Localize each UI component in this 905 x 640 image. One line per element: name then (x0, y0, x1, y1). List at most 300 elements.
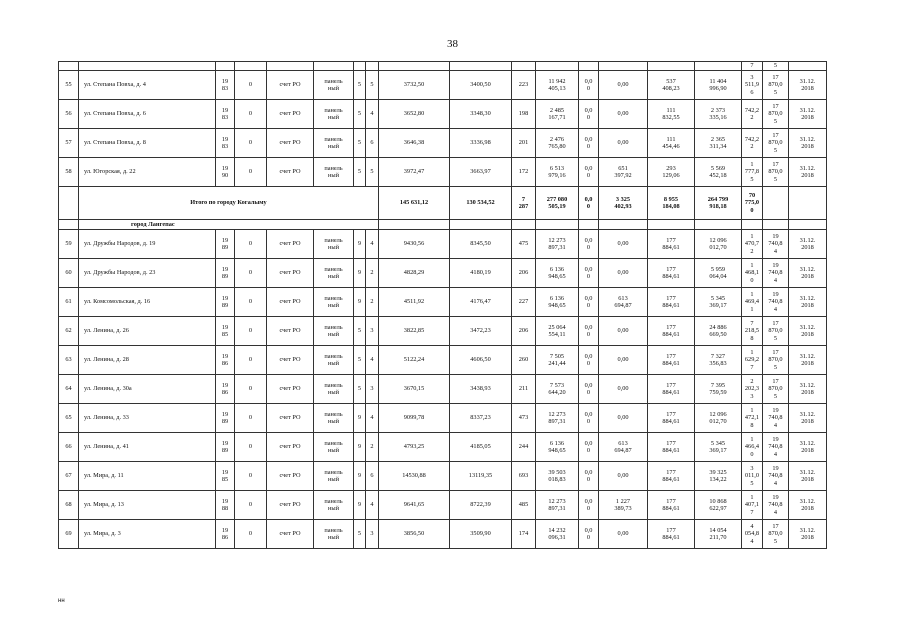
section-title: город Лангепас (79, 220, 379, 230)
cell-year-overhaul: 0 (235, 491, 267, 520)
cell-max-cost-per-m2: 19 740,8 4 (763, 404, 789, 433)
cell-cost-federal: 0,0 0 (579, 158, 599, 187)
cell-total-area: 4793,25 (379, 433, 450, 462)
cell-cost-per-m2: 742,2 2 (742, 129, 763, 158)
cell-entrances: 4 (366, 491, 379, 520)
table-row (59, 433, 827, 462)
cell-wall-material: панель ный (314, 404, 354, 433)
table-row (59, 520, 827, 549)
cell-cost-owners: 7 327 356,83 (695, 346, 742, 375)
cell-cost-owners: 12 096 012,70 (695, 230, 742, 259)
total-cost: 277 080 505,19 (536, 187, 579, 220)
cell-cost-regional: 0,00 (599, 259, 648, 288)
cell-empty (789, 220, 827, 230)
cell-year-built: 19 89 (216, 433, 235, 462)
cell-empty (695, 220, 742, 230)
cell-year-overhaul: 0 (235, 100, 267, 129)
cell-empty (648, 220, 695, 230)
cell-planned-date: 31.12. 2018 (789, 346, 827, 375)
cell-row-number: 56 (59, 100, 79, 129)
cell-total-area: 4511,92 (379, 288, 450, 317)
cell-cost-local: 111 454,46 (648, 129, 695, 158)
cell-residents: 485 (512, 491, 536, 520)
total-cost-local: 8 955 184,08 (648, 187, 695, 220)
cell-total-cost: 6 513 979,16 (536, 158, 579, 187)
cell-row-number (59, 187, 79, 220)
cell-entrances: 3 (366, 317, 379, 346)
table-row (59, 288, 827, 317)
cell-total-cost: 6 136 948,65 (536, 288, 579, 317)
cell-max-cost-per-m2: 17 870,0 5 (763, 100, 789, 129)
cell-address: ул. Югорская, д. 22 (79, 158, 216, 187)
cell-row-number: 66 (59, 433, 79, 462)
cell-residents: 260 (512, 346, 536, 375)
cell-cost-federal: 0,0 0 (579, 375, 599, 404)
cell-wall-material: панель ный (314, 520, 354, 549)
cell-residents: 174 (512, 520, 536, 549)
cell-planned-date: 31.12. 2018 (789, 100, 827, 129)
cell-floors: 5 (354, 317, 366, 346)
cell-year-built: 19 86 (216, 520, 235, 549)
cell-planned-date: 31.12. 2018 (789, 158, 827, 187)
cell-row-number: 57 (59, 129, 79, 158)
cell-empty (450, 220, 512, 230)
cell-planned-date: 31.12. 2018 (789, 317, 827, 346)
cell-year-overhaul: 0 (235, 462, 267, 491)
cell-year-overhaul: 0 (235, 158, 267, 187)
cell-year-built: 19 89 (216, 404, 235, 433)
cell-planned-date: 31.12. 2018 (789, 288, 827, 317)
cell-entrances: 4 (366, 404, 379, 433)
cell-max-cost-per-m2: 19 740,8 4 (763, 491, 789, 520)
cell-cost-per-m2: 1 629,2 7 (742, 346, 763, 375)
cell-cost-regional: 0,00 (599, 346, 648, 375)
table-body (59, 62, 827, 549)
total-cost-owners: 264 799 918,18 (695, 187, 742, 220)
cell-address: ул. Ленина, д. 28 (79, 346, 216, 375)
cell-cost-local: 177 884,61 (648, 433, 695, 462)
cell-residential-area: 3336,98 (450, 129, 512, 158)
cell-fund-method: счет РО (267, 433, 314, 462)
cell-cost-federal: 0,0 0 (579, 129, 599, 158)
cell-row-number: 68 (59, 491, 79, 520)
continuation-shares: 7 (742, 62, 763, 71)
total-cost-regional: 3 325 402,93 (599, 187, 648, 220)
cell-max-cost-per-m2: 17 870,0 5 (763, 520, 789, 549)
cell-year-built: 19 88 (216, 491, 235, 520)
cell-cost-owners: 7 395 759,59 (695, 375, 742, 404)
cell-row-number: 67 (59, 462, 79, 491)
cell-cost-per-m2: 3 511,9 6 (742, 71, 763, 100)
cell-max-cost-per-m2: 17 870,0 5 (763, 317, 789, 346)
cell-total-area: 3856,50 (379, 520, 450, 549)
cell-floors: 5 (354, 346, 366, 375)
cell-row-number (59, 220, 79, 230)
cell-residential-area: 3472,23 (450, 317, 512, 346)
cell-residential-area: 4185,05 (450, 433, 512, 462)
cell-empty (742, 220, 763, 230)
cell-entrances: 5 (366, 158, 379, 187)
cell-fund-method: счет РО (267, 100, 314, 129)
cell-wall-material: панель ный (314, 288, 354, 317)
cell-cost-owners: 10 868 622,97 (695, 491, 742, 520)
cell-total-area: 9430,56 (379, 230, 450, 259)
cell-entrances: 3 (366, 375, 379, 404)
cell-max-cost-per-m2: 17 870,0 5 (763, 375, 789, 404)
cell-floors: 9 (354, 433, 366, 462)
cell-cost-per-m2: 1 469,4 1 (742, 288, 763, 317)
cell-cost-federal: 0,0 0 (579, 71, 599, 100)
table-row (59, 346, 827, 375)
cell-cost-federal: 0,0 0 (579, 346, 599, 375)
cell-residential-area: 13119,35 (450, 462, 512, 491)
cell-year-built: 19 85 (216, 462, 235, 491)
table-row (59, 230, 827, 259)
cell-year-overhaul: 0 (235, 259, 267, 288)
cell-cost-local: 177 884,61 (648, 317, 695, 346)
cell-year-built: 19 89 (216, 259, 235, 288)
cell-entrances: 2 (366, 259, 379, 288)
cell-cost-local: 177 884,61 (648, 520, 695, 549)
cell-residential-area: 8722,39 (450, 491, 512, 520)
cell-cost-local: 177 884,61 (648, 404, 695, 433)
cell-residential-area: 3348,30 (450, 100, 512, 129)
cell-residential-area: 8337,23 (450, 404, 512, 433)
cell-residents: 198 (512, 100, 536, 129)
cell-wall-material: панель ный (314, 158, 354, 187)
cell-year-overhaul: 0 (235, 520, 267, 549)
cell-floors: 5 (354, 100, 366, 129)
cell-fund-method: счет РО (267, 230, 314, 259)
cell-wall-material: панель ный (314, 375, 354, 404)
cell-cost-local: 111 832,55 (648, 100, 695, 129)
cell-cost-owners: 11 404 996,90 (695, 71, 742, 100)
cell-cost-federal: 0,0 0 (579, 520, 599, 549)
cell-cost-per-m2: 1 407,1 7 (742, 491, 763, 520)
cell-cost-owners: 5 345 369,17 (695, 433, 742, 462)
cell-fund-method: счет РО (267, 346, 314, 375)
cell-year-overhaul: 0 (235, 433, 267, 462)
cell-total-cost: 2 476 765,80 (536, 129, 579, 158)
cell-total-cost: 12 273 897,31 (536, 230, 579, 259)
cell-total-cost: 2 485 167,71 (536, 100, 579, 129)
cell-cost-regional: 0,00 (599, 404, 648, 433)
table-row (59, 259, 827, 288)
cell-empty (379, 220, 450, 230)
cell-cost-federal: 0,0 0 (579, 491, 599, 520)
cell-max-cost-per-m2: 19 740,8 4 (763, 259, 789, 288)
cell-entrances: 2 (366, 288, 379, 317)
cell-floors: 9 (354, 288, 366, 317)
cell-fund-method: счет РО (267, 129, 314, 158)
cell-cost-per-m2: 1 777,8 5 (742, 158, 763, 187)
cell-max-cost-per-m2: 19 740,8 4 (763, 230, 789, 259)
total-residential-area: 130 534,52 (450, 187, 512, 220)
cell-cost-owners: 24 886 669,50 (695, 317, 742, 346)
cell-wall-material: панель ный (314, 230, 354, 259)
cell-fund-method: счет РО (267, 375, 314, 404)
cell-fund-method: счет РО (267, 491, 314, 520)
cell-planned-date: 31.12. 2018 (789, 433, 827, 462)
cell-empty (789, 187, 827, 220)
cell-cost-federal: 0,0 0 (579, 288, 599, 317)
footer-mark: нн (58, 598, 65, 604)
cell-cost-local: 177 884,61 (648, 462, 695, 491)
cell-residents: 475 (512, 230, 536, 259)
cell-address: ул. Ленина, д. 30а (79, 375, 216, 404)
cell-year-built: 19 83 (216, 129, 235, 158)
cell-cost-regional: 0,00 (599, 317, 648, 346)
cell-max-cost-per-m2: 17 870,0 5 (763, 158, 789, 187)
cell-cost-local: 177 884,61 (648, 259, 695, 288)
cell-address: ул. Дружбы Народов, д. 19 (79, 230, 216, 259)
page-number: 38 (447, 38, 458, 50)
cell-year-overhaul: 0 (235, 317, 267, 346)
cell-year-built: 19 86 (216, 375, 235, 404)
cell-planned-date: 31.12. 2018 (789, 491, 827, 520)
cell-planned-date: 31.12. 2018 (789, 230, 827, 259)
cell-entrances: 6 (366, 129, 379, 158)
cell-planned-date: 31.12. 2018 (789, 259, 827, 288)
cell-row-number: 62 (59, 317, 79, 346)
cell-cost-regional: 0,00 (599, 462, 648, 491)
cell-cost-regional: 0,00 (599, 230, 648, 259)
cell-year-built: 19 89 (216, 288, 235, 317)
cell-residents: 693 (512, 462, 536, 491)
cell-max-cost-per-m2: 19 740,8 4 (763, 288, 789, 317)
cell-total-cost: 12 273 897,31 (536, 491, 579, 520)
cell-cost-regional: 0,00 (599, 520, 648, 549)
cell-planned-date: 31.12. 2018 (789, 520, 827, 549)
cell-residents: 172 (512, 158, 536, 187)
cell-total-cost: 39 503 018,83 (536, 462, 579, 491)
cell-cost-per-m2: 1 470,7 2 (742, 230, 763, 259)
cell-wall-material: панель ный (314, 491, 354, 520)
cell-floors: 9 (354, 491, 366, 520)
cell-fund-method: счет РО (267, 462, 314, 491)
cell-total-cost: 14 232 096,31 (536, 520, 579, 549)
cell-fund-method: счет РО (267, 288, 314, 317)
cell-wall-material: панель ный (314, 100, 354, 129)
cell-address: ул. Дружбы Народов, д. 23 (79, 259, 216, 288)
cell-row-number: 64 (59, 375, 79, 404)
cell-max-cost-per-m2: 17 870,0 5 (763, 71, 789, 100)
cell-floors: 5 (354, 375, 366, 404)
cell-total-area: 3652,80 (379, 100, 450, 129)
cell-cost-owners: 14 054 211,70 (695, 520, 742, 549)
cell-cost-per-m2: 742,2 2 (742, 100, 763, 129)
cell-residents: 227 (512, 288, 536, 317)
cell-year-overhaul: 0 (235, 375, 267, 404)
total-cost-per-m2: 70 775,0 0 (742, 187, 763, 220)
cell-max-cost-per-m2: 19 740,8 4 (763, 462, 789, 491)
cell-residents: 223 (512, 71, 536, 100)
cell-wall-material: панель ный (314, 71, 354, 100)
cell-address: ул. Ленина, д. 26 (79, 317, 216, 346)
cell-cost-local: 537 408,23 (648, 71, 695, 100)
cell-planned-date: 31.12. 2018 (789, 71, 827, 100)
cell-total-area: 9099,78 (379, 404, 450, 433)
cell-residents: 201 (512, 129, 536, 158)
cell-floors: 5 (354, 71, 366, 100)
cell-wall-material: панель ный (314, 129, 354, 158)
cell-residential-area: 3509,90 (450, 520, 512, 549)
cell-cost-regional: 0,00 (599, 71, 648, 100)
cell-cost-per-m2: 1 472,1 8 (742, 404, 763, 433)
cell-year-built: 19 86 (216, 346, 235, 375)
cell-entrances: 5 (366, 71, 379, 100)
cell-cost-regional: 0,00 (599, 375, 648, 404)
cell-cost-per-m2: 2 202,3 3 (742, 375, 763, 404)
cell-residential-area: 3400,50 (450, 71, 512, 100)
cell-fund-method: счет РО (267, 404, 314, 433)
cell-planned-date: 31.12. 2018 (789, 404, 827, 433)
cell-floors: 9 (354, 259, 366, 288)
table-row (59, 317, 827, 346)
cell-residents: 206 (512, 259, 536, 288)
cell-row-number: 60 (59, 259, 79, 288)
housing-register-table (58, 61, 827, 549)
cell-cost-per-m2: 7 218,5 8 (742, 317, 763, 346)
cell-year-built: 19 89 (216, 230, 235, 259)
cell-cost-per-m2: 4 054,8 4 (742, 520, 763, 549)
cell-cost-local: 177 884,61 (648, 346, 695, 375)
cell-entrances: 6 (366, 462, 379, 491)
cell-fund-method: счет РО (267, 317, 314, 346)
cell-empty (599, 220, 648, 230)
cell-planned-date: 31.12. 2018 (789, 375, 827, 404)
cell-cost-federal: 0,0 0 (579, 462, 599, 491)
table-row (59, 71, 827, 100)
cell-floors: 9 (354, 230, 366, 259)
cell-total-cost: 25 064 554,11 (536, 317, 579, 346)
cell-entrances: 3 (366, 520, 379, 549)
cell-year-overhaul: 0 (235, 129, 267, 158)
cell-empty (763, 220, 789, 230)
cell-entrances: 4 (366, 230, 379, 259)
cell-cost-regional: 0,00 (599, 129, 648, 158)
cell-max-cost-per-m2: 17 870,0 5 (763, 129, 789, 158)
cell-total-cost: 6 136 948,65 (536, 433, 579, 462)
cell-fund-method: счет РО (267, 520, 314, 549)
cell-cost-federal: 0,0 0 (579, 100, 599, 129)
cell-cost-owners: 5 959 064,04 (695, 259, 742, 288)
total-row (59, 187, 827, 220)
table-row (59, 462, 827, 491)
cell-cost-regional: 651 397,92 (599, 158, 648, 187)
cell-floors: 5 (354, 129, 366, 158)
cell-residential-area: 3663,97 (450, 158, 512, 187)
cell-cost-per-m2: 1 468,1 0 (742, 259, 763, 288)
cell-year-overhaul: 0 (235, 346, 267, 375)
cell-residential-area: 4606,50 (450, 346, 512, 375)
cell-cost-per-m2: 3 011,0 5 (742, 462, 763, 491)
table-row (59, 491, 827, 520)
cell-cost-owners: 5 569 452,18 (695, 158, 742, 187)
cell-address: ул. Мира, д. 3 (79, 520, 216, 549)
cell-year-built: 19 83 (216, 71, 235, 100)
cell-total-cost: 11 942 405,13 (536, 71, 579, 100)
continuation-cost: 5 (763, 62, 789, 71)
cell-empty (512, 220, 536, 230)
cell-total-area: 3646,38 (379, 129, 450, 158)
total-residents: 7 287 (512, 187, 536, 220)
cell-cost-local: 177 884,61 (648, 230, 695, 259)
table-row (59, 158, 827, 187)
cell-cost-local: 177 884,61 (648, 375, 695, 404)
cell-wall-material: панель ный (314, 462, 354, 491)
cell-total-cost: 12 273 897,31 (536, 404, 579, 433)
cell-row-number: 58 (59, 158, 79, 187)
cell-year-overhaul: 0 (235, 404, 267, 433)
cell-residents: 244 (512, 433, 536, 462)
cell-address: ул. Мира, д. 13 (79, 491, 216, 520)
table-row (59, 375, 827, 404)
cell-cost-federal: 0,0 0 (579, 433, 599, 462)
cell-total-cost: 7 505 241,44 (536, 346, 579, 375)
cell-year-overhaul: 0 (235, 230, 267, 259)
cell-cost-regional: 613 694,87 (599, 288, 648, 317)
total-label: Итого по городу Когалыму (79, 187, 379, 220)
cell-year-built: 19 85 (216, 317, 235, 346)
table-row (59, 404, 827, 433)
cell-max-cost-per-m2: 19 740,8 4 (763, 433, 789, 462)
cell-total-area: 5122,24 (379, 346, 450, 375)
cell-floors: 9 (354, 462, 366, 491)
cell-entrances: 2 (366, 433, 379, 462)
cell-address: ул. Степана Повха, д. 8 (79, 129, 216, 158)
cell-residential-area: 3438,93 (450, 375, 512, 404)
cell-cost-regional: 0,00 (599, 100, 648, 129)
cell-empty (536, 220, 579, 230)
cell-fund-method: счет РО (267, 259, 314, 288)
cell-address: ул. Комсомольская, д. 16 (79, 288, 216, 317)
cell-residents: 211 (512, 375, 536, 404)
total-cost-federal: 0,0 0 (579, 187, 599, 220)
cell-cost-federal: 0,0 0 (579, 230, 599, 259)
cell-cost-owners: 2 373 335,16 (695, 100, 742, 129)
cell-max-cost-per-m2: 17 870,0 5 (763, 346, 789, 375)
cell-fund-method: счет РО (267, 71, 314, 100)
cell-cost-owners: 2 365 311,34 (695, 129, 742, 158)
cell-address: ул. Ленина, д. 33 (79, 404, 216, 433)
cell-cost-local: 177 884,61 (648, 288, 695, 317)
cell-total-area: 3732,50 (379, 71, 450, 100)
cell-planned-date: 31.12. 2018 (789, 129, 827, 158)
cell-residential-area: 4180,19 (450, 259, 512, 288)
cell-empty (763, 187, 789, 220)
cell-empty (579, 220, 599, 230)
cell-address: ул. Степана Повха, д. 6 (79, 100, 216, 129)
cell-address: ул. Мира, д. 11 (79, 462, 216, 491)
table-row (59, 129, 827, 158)
cell-floors: 9 (354, 404, 366, 433)
cell-planned-date: 31.12. 2018 (789, 462, 827, 491)
cell-row-number: 61 (59, 288, 79, 317)
table-row (59, 100, 827, 129)
cell-row-number: 65 (59, 404, 79, 433)
cell-floors: 5 (354, 158, 366, 187)
cell-residential-area: 4176,47 (450, 288, 512, 317)
cell-year-overhaul: 0 (235, 71, 267, 100)
cell-row-number: 69 (59, 520, 79, 549)
cell-cost-owners: 12 096 012,70 (695, 404, 742, 433)
cell-year-built: 19 90 (216, 158, 235, 187)
cell-entrances: 4 (366, 100, 379, 129)
cell-row-number: 55 (59, 71, 79, 100)
cell-cost-regional: 613 694,87 (599, 433, 648, 462)
cell-wall-material: панель ный (314, 317, 354, 346)
